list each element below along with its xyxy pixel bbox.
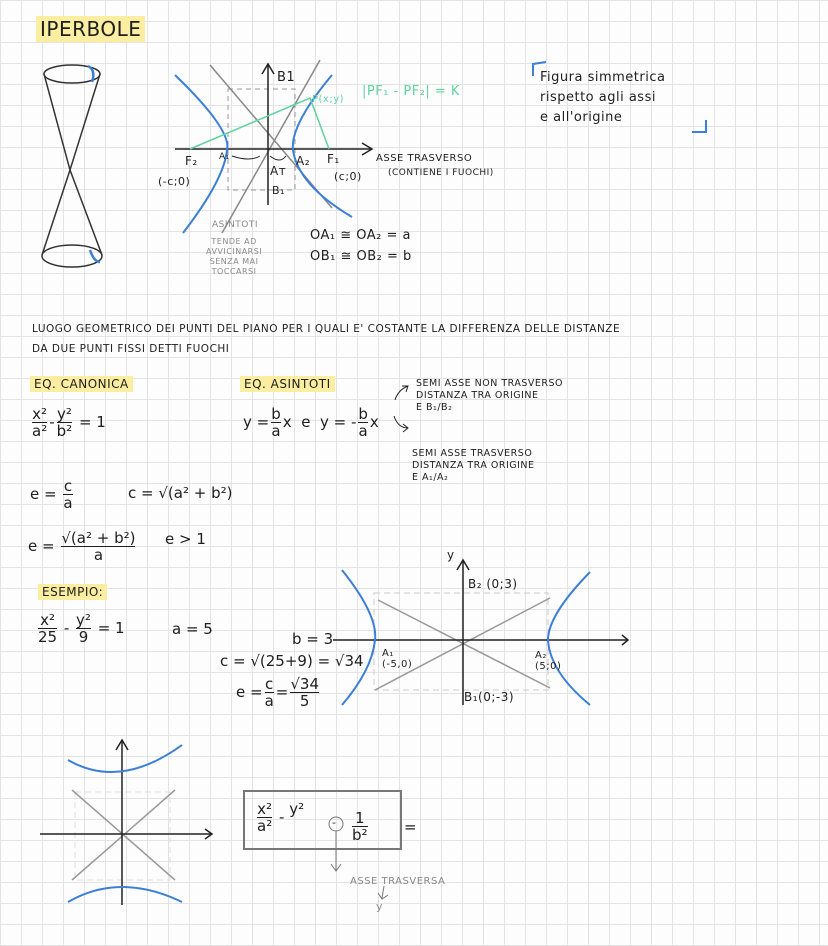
label-f1: F₁ bbox=[327, 152, 340, 166]
example-b1-label: B₁(0;-3) bbox=[464, 690, 515, 704]
vertical-hyperbola-graph bbox=[40, 740, 212, 905]
semi-axis-transverse: SEMI ASSE TRASVERSO DISTANZA TRA ORIGINE E A₁/A₂ bbox=[412, 448, 535, 483]
asymptote-equations: y = $\frac{b}{a}$ x e y = - $\frac{b}{a}$ x bbox=[243, 405, 379, 440]
transverse-axis-label: ASSE TRASVERSA bbox=[350, 876, 446, 887]
eccentricity-expanded: e = $\frac{\text{√(a² + b²)}}{a}$ bbox=[28, 529, 136, 564]
cone-drawing bbox=[42, 65, 102, 267]
ob-equation: OB₁ ≅ OB₂ = b bbox=[310, 249, 412, 264]
label-f1-coord: (c;0) bbox=[334, 170, 362, 183]
canonical-equation: $\frac{\text{x²}}{\text{a²}}$ - $\frac{\text{y²}}{\text{b²}}$ = 1 bbox=[32, 405, 106, 440]
example-a: a = 5 bbox=[172, 620, 213, 638]
axis-label: ASSE TRASVERSO bbox=[376, 153, 473, 164]
distance-formula: |PF₁ - PF₂| = K bbox=[362, 84, 460, 99]
definition-line-2: DA DUE PUNTI FISSI DETTI FUOCHI bbox=[32, 343, 230, 355]
canonical-heading: EQ. CANONICA bbox=[30, 376, 133, 392]
semi-axis-non-transverse: SEMI ASSE NON TRASVERSO DISTANZA TRA ORIGINE E B₁/B₂ bbox=[416, 378, 564, 413]
oa-equation: OA₁ ≅ OA₂ = a bbox=[310, 228, 411, 243]
label-f2: F₂ bbox=[185, 154, 198, 168]
label-at: Aᴛ bbox=[270, 164, 287, 178]
asymptote-note: TENDE AD AVVICINARSI SENZA MAI TOCCARSI bbox=[206, 237, 263, 276]
c-formula: c = √(a² + b²) bbox=[128, 484, 233, 502]
hyperbola-diagram bbox=[175, 60, 372, 233]
transverse-axis-y: y bbox=[376, 900, 384, 913]
example-heading: ESEMPIO: bbox=[38, 584, 107, 600]
page-title: IPERBOLE bbox=[36, 16, 145, 42]
asymptote-title: ASINTOTI bbox=[212, 220, 258, 230]
boxed-minus-sign: - bbox=[332, 816, 337, 829]
example-equation: $\frac{\text{x²}}{25}$ - $\frac{\text{y²}}{9}$ = 1 bbox=[38, 611, 125, 646]
example-y-label: y bbox=[447, 548, 455, 562]
definition-line-1: LUOGO GEOMETRICO DEI PUNTI DEL PIANO PER I QUALI E' COSTANTE LA DIFFERENZA DELLE DISTANZE bbox=[32, 323, 621, 335]
label-b1-top: B1 bbox=[277, 70, 296, 85]
eccentricity-formula: e = $\frac{c}{a}$ bbox=[30, 477, 73, 512]
eccentricity-condition: e > 1 bbox=[165, 530, 206, 548]
symmetry-note: Figura simmetrica rispetto agli assi e all'origine bbox=[540, 70, 666, 125]
label-a2: A₂ bbox=[296, 154, 311, 168]
example-a1-label: A₁ (-5,0) bbox=[382, 648, 413, 670]
boxed-equals: = bbox=[404, 818, 417, 836]
example-b: b = 3 bbox=[292, 630, 334, 648]
example-e: e = $\frac{c}{a}$ = $\frac{√34}{5}$ bbox=[236, 675, 320, 710]
example-c: c = √(25+9) = √34 bbox=[220, 652, 364, 670]
label-f2-coord: (-c;0) bbox=[158, 175, 191, 188]
asymptotes-heading: EQ. ASINTOTI bbox=[240, 376, 335, 392]
label-p: P(x;y) bbox=[312, 94, 345, 105]
axis-sublabel: (CONTIENE I FUOCHI) bbox=[388, 168, 494, 178]
example-b2-label: B₂ (0;3) bbox=[468, 577, 518, 591]
boxed-equation-content: $\frac{\text{x²}}{\text{a²}}$ - y² bbox=[257, 800, 305, 835]
boxed-fraction: $\frac{1}{\text{b²}}$ bbox=[352, 809, 368, 844]
label-a1: A₁ bbox=[219, 152, 230, 162]
example-a2-label: A₂ (5;0) bbox=[535, 650, 562, 672]
label-b1-bottom: B₁ bbox=[272, 184, 285, 197]
